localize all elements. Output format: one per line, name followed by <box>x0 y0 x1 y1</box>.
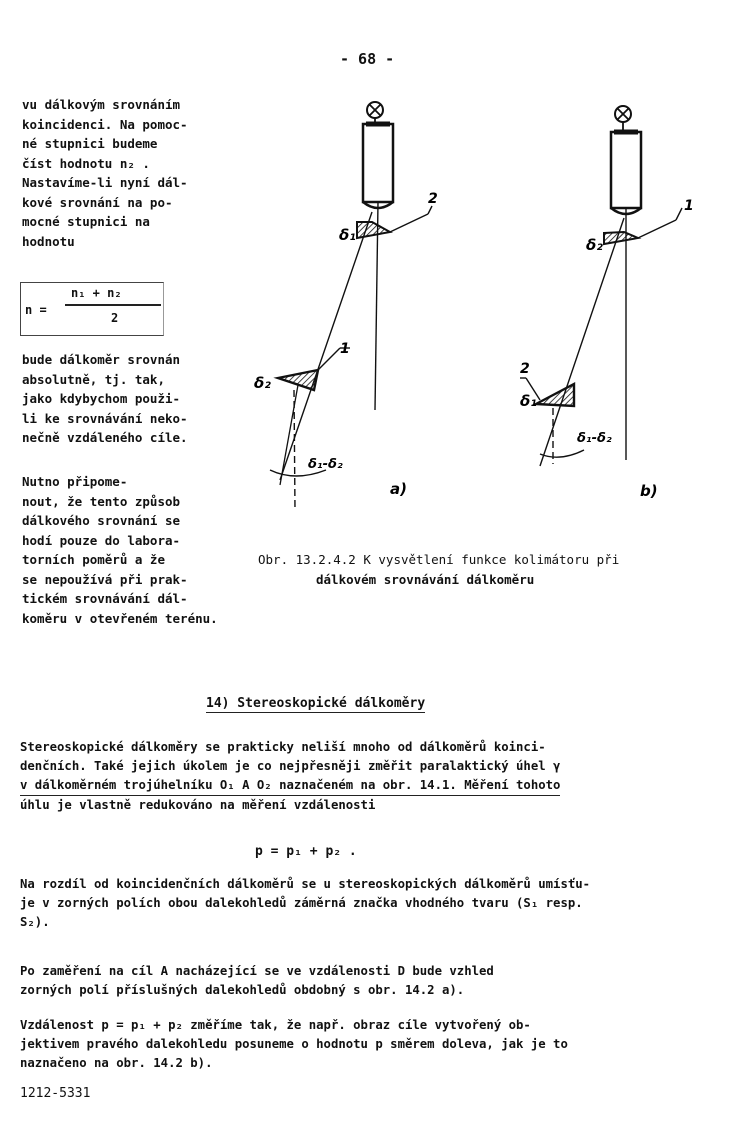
text-line: Na rozdíl od koincidenčních dálkoměrů se u stereoskopických dálkoměrů umísťu- <box>20 877 591 891</box>
footer-code: 1212-5331 <box>20 1086 91 1101</box>
section-title: 14) Stereoskopické dálkoměry <box>206 696 426 711</box>
text-line: absolutně, tj. tak, <box>22 371 165 387</box>
label-delta1: δ₁ <box>520 392 537 410</box>
text-line: jako kdybychom použi- <box>22 391 181 406</box>
text-line: naznačeno na obr. 14.2 b). <box>20 1056 213 1070</box>
formula-box <box>20 282 164 336</box>
text-line: né stupnici budeme <box>22 136 158 151</box>
text-line: vu dálkovým srovnáním <box>22 97 181 112</box>
text-line: v dálkoměrném trojúhelníku O₁ A O₂ naznačeném na obr. 14.1. Měření tohoto <box>20 776 560 796</box>
label-delta2: δ₂ <box>586 236 603 254</box>
caption-line-1: Obr. 13.2.4.2 K vysvětlení funkce kolimátoru při <box>258 552 620 567</box>
text-line: nout, že tento způsob <box>22 493 181 509</box>
left-column-text-2 <box>22 350 188 448</box>
label-delta2: δ₂ <box>254 374 271 392</box>
label-angle: δ₁-δ₂ <box>577 431 612 446</box>
text-line: hodí pouze do labora- <box>22 532 181 548</box>
text-line: číst hodnotu n₂ . <box>22 155 150 171</box>
text-line: úhlu je vlastně redukováno na měření vzdálenosti <box>20 798 376 812</box>
text-line: Nutno připome- <box>22 474 128 489</box>
text-line: li ke srovnávání neko- <box>22 410 188 426</box>
formula-denominator: 2 <box>111 311 119 325</box>
deflected-ray <box>540 218 624 466</box>
equation: p = p₁ + p₂ . <box>255 844 357 859</box>
formula-lhs: n = <box>25 303 47 317</box>
text-line: Po zaměření na cíl A nacházející se ve vzdálenosti D bude vzhled <box>20 964 494 978</box>
figure-a <box>254 102 438 510</box>
text-line: zorných polí příslušných dalekohledů obdobný s obr. 14.2 a). <box>20 983 465 997</box>
text-line: koměru v otevřeném terénu. <box>22 610 218 626</box>
wedge-upper <box>604 232 638 244</box>
label-1: 1 <box>340 341 350 357</box>
collimator-figure <box>240 90 720 520</box>
paragraph-2 <box>20 875 590 932</box>
wedge-lower <box>536 384 574 406</box>
paragraph-4 <box>20 1016 568 1073</box>
text-line: tickém srovnávání dál- <box>22 591 188 606</box>
text-line: se nepoužívá při prak- <box>22 571 188 587</box>
text-line: mocné stupnici na <box>22 214 150 229</box>
fraction-bar <box>65 304 161 306</box>
label-b: b) <box>640 482 658 500</box>
formula-numerator: n₁ + n₂ <box>71 286 122 300</box>
caption-line-2: dálkovém srovnávání dálkoměru <box>316 572 535 587</box>
text-line: denčních. Také jejich úkolem je co nejpřesněji změřit paralaktický úhel γ <box>20 759 561 773</box>
text-line: Stereoskopické dálkoměry se prakticky neliší mnoho od dálkoměrů koinci- <box>20 740 546 754</box>
text-line: hodnotu <box>22 233 75 249</box>
label-2: 2 <box>428 191 438 207</box>
text-line: dálkového srovnání se <box>22 513 181 528</box>
collimator-tube <box>363 124 393 202</box>
text-line: Nastavíme-li nyní dál- <box>22 175 188 190</box>
text-line: bude dálkoměr srovnán <box>22 352 181 367</box>
text-line: kové srovnání na po- <box>22 194 173 210</box>
crosshair-icon <box>615 106 631 132</box>
text-line: nečně vzdáleného cíle. <box>22 430 188 445</box>
figure-caption <box>258 550 619 590</box>
page-number: - 68 - <box>340 50 395 68</box>
figure-b <box>520 106 694 500</box>
text-line: jektivem pravého dalekohledu posuneme o hodnotu p směrem doleva, jak je to <box>20 1037 568 1051</box>
text-line: koincidenci. Na pomoc- <box>22 116 188 132</box>
text-line: torních poměrů a že <box>22 552 165 567</box>
text-line: S₂). <box>20 915 50 929</box>
left-column-text-1 <box>22 95 262 251</box>
paragraph-3 <box>20 962 494 1000</box>
label-a: a) <box>390 480 407 498</box>
crosshair-icon <box>367 102 383 124</box>
label-angle: δ₁-δ₂ <box>308 457 343 472</box>
collimator-tube <box>611 132 641 208</box>
label-delta1: δ₁ <box>339 226 356 244</box>
paragraph-1 <box>20 738 560 815</box>
text-line: je v zorných polích obou dalekohledů záměrná značka vhodného tvaru (S₁ resp. <box>20 896 583 910</box>
label-1: 1 <box>684 198 694 214</box>
text-line: Vzdálenost p = p₁ + p₂ změříme tak, že např. obraz cíle vytvořený ob- <box>20 1018 531 1032</box>
wedge-upper <box>357 222 390 238</box>
left-column-text-3 <box>22 472 218 628</box>
label-2: 2 <box>520 361 530 377</box>
